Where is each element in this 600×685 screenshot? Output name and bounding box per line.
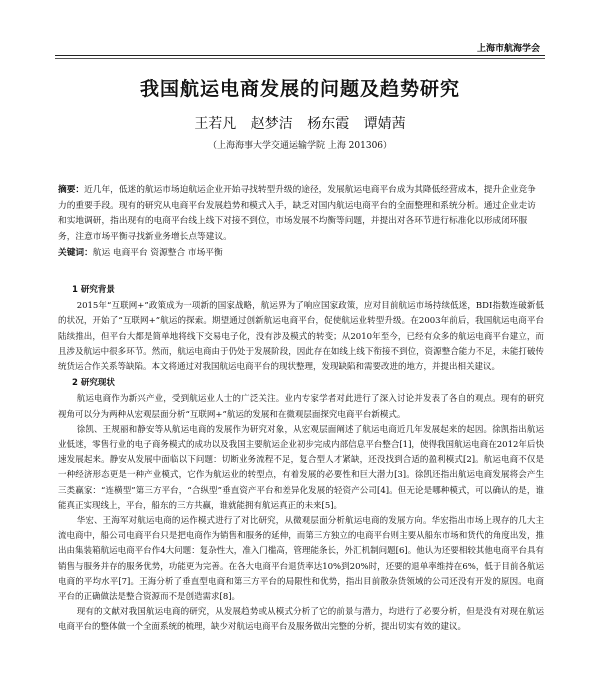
header-rule-thick — [55, 55, 545, 56]
paragraph: 徐凯、王规丽和静安等从航运电商的发展作为研究对象，从宏观层面阐述了航运电商近几年发展起来的起因。徐凯指出航运业低迷，零售行业的电子商务模式的成功以及我国主要航运企业初步完成内部信息平台整合[1]，使得我国航运电商在2012年后快速发展起来。静安从发展中面临以下问题：切断业务流程不足，复合型人才紧缺，还没找到合适的盈利模式[2]。航运电商不仅是一种经济形态更是一种产业模式，它作为航运业的转型点，有着发展的必要性和巨大潜力[3]。徐凯还指出航运电商发展将会产生三类赢家：“连横型”第三方平台，“合纵型”垂直资产平台和差异化发展的轻资产公司[4]。但无论是哪种模式，可以确认的是，谁能真正实现线上，平台，船东的三方共赢，谁就能拥有航运真正的未来[5]。 — [58, 424, 544, 511]
abstract-text: 近几年，低迷的航运市场迫航运企业开始寻找转型升级的途径，发展航运电商平台成为其降低经营成本，提升企业竞争力的重要手段。现有的研究从电商平台发展趋势和模式入手，缺乏对国内航运电商平台的全面整理和系统分析。通过企业走访和实地调研，指出现有的电商平台线上线下对接不到位，市场发展不均衡等问题，并提出对各环节进行标准化以形成闭环服务，注意市场平衡寻找新业务增长点等建议。 — [58, 185, 536, 242]
author-list — [0, 113, 600, 133]
paragraph: 航运电商作为新兴产业，受到航运业人士的广泛关注。业内专家学者对此进行了深入讨论并发表了各自的观点。现有的研究视角可以分为两种从宏观层面分析“互联网+”航运的发展和在微观层面探究电商平台新模式。 — [58, 394, 544, 420]
author-3: 杨东霞 — [307, 116, 350, 132]
keywords — [58, 246, 544, 262]
abstract-block — [58, 183, 544, 262]
author-1: 王若凡 — [194, 116, 237, 132]
affiliation: （上海海事大学交通运输学院 上海 201306） — [207, 141, 393, 151]
header-rule-thin — [55, 58, 545, 59]
section-heading-background: 1 研究背景 — [72, 285, 115, 295]
abstract — [58, 183, 544, 245]
paragraph: 现有的文献对我国航运电商的研究，从发展趋势或从模式分析了它的前景与潜力，均进行了必要分析，但是没有对现在航运电商平台的整体做一个全面系统的梳理，缺少对航运电商平台及服务做出完整的分析，提出切实有效的建议。 — [58, 607, 544, 633]
abstract-label: 摘要： — [58, 185, 85, 195]
paragraph: 2015年“互联网+”政策成为一项新的国家战略，航运界为了响应国家政策，应对目前航运市场持续低迷，BDI指数连破新低的状况，开始了“互联网+”航运的探索。期望通过创新航运电商平台，促使航运业转型升级。在2003年前后，我国航运电商平台陆续推出，但平台大都是简单地将线下交易电子化，没有涉及模式的转变；从2010年至今，已经有众多的航运电商平台建立，而且涉及航运中很多环节。然而，航运电商由于仍处于发展阶段，因此存在如线上线下衔接不到位，资源整合能力不足，未能打破传统货运合作关系等缺陷。本文将通过对我国航运电商平台的现状整理，发现缺陷和需要改进的地方，并提出相关建议。 — [58, 301, 544, 373]
author-4: 谭婧茜 — [363, 116, 406, 132]
section-heading-status: 2 研究现状 — [72, 378, 115, 389]
keywords-label: 关键词： — [58, 248, 93, 258]
article-title: 我国航运电商发展的问题及趋势研究 — [139, 78, 460, 100]
author-2: 赵梦洁 — [250, 116, 293, 132]
journal-name: 上海市航海学会 — [476, 44, 540, 54]
keywords-text: 航运 电商平台 资源整合 市场平衡 — [92, 248, 223, 258]
paragraph: 华宏、王海军对航运电商的运作模式进行了对比研究，从微观层面分析航运电商的发展方向。华宏指出市场上现存的几大主流电商中，船公司电商平台只是把电商作为销售和服务的延伸，而第三方独立的电商平台则主要从船东市场和货代的角度出发，推出由集装箱航运电商平台作4大问题：复杂性大，准入门槛高，管理能条长，外汇机制问题[6]。他认为还要相较其他电商平台具有销售与服务并存的服务优势，功能更为完善。在各大电商平台退货率达10%到20%时，还要的退单率维持在6%，低于目前各航运电商的平均水平[7]。王海分析了垂直型电商和第三方平台的局限性和优势，指出目前散杂货领域的公司还没有开发的原因。电商平台的正确做法是整合资源而不是创造需求[8]。 — [58, 516, 544, 603]
article-body — [58, 282, 544, 636]
